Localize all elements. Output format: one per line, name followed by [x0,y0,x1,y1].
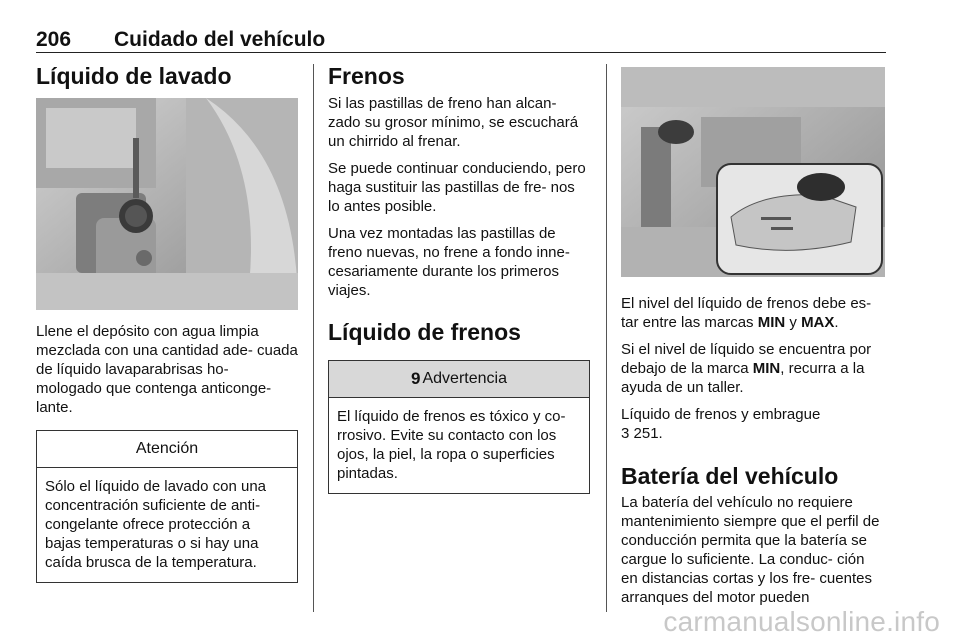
warning-box [328,360,590,494]
section-title-brakes: Frenos [328,63,405,89]
battery-paragraph: La batería del vehículo no requiere mantenimiento siempre que el perfil de conducción permita que la batería se cargue lo suficiente. La conduc- ción en distancias cortas y los fre- cuentes arranques del motor pueden [621,494,880,606]
brake-fluid-reference: Líquido de frenos y embrague 3 251. [621,406,821,442]
washer-reservoir-photo [36,98,298,310]
brakes-paragraph-3: Una vez montadas las pastillas de freno nuevas, no frene a fondo inne- cesariamente durante los primeros viajes. [328,225,570,299]
running-title: Cuidado del vehículo [114,28,326,51]
page-reference-link[interactable]: 251. [629,425,663,442]
attention-box [36,430,298,583]
min-mark-2: MIN [752,360,781,377]
warning-heading: Advertencia [422,370,507,387]
brake-fluid-reservoir-photo [621,67,885,277]
attention-text: Sólo el líquido de lavado con una concentración suficiente de anti- congelante ofrece protección a bajas temperaturas o si hay una caída brusca de la temperatura. [45,478,267,571]
attention-heading: Atención [37,431,297,468]
warning-triangle-icon: 9 [411,369,421,388]
min-mark: MIN [757,314,786,331]
watermark: carmanualsonline.info [663,606,940,637]
max-mark: MAX [801,314,835,331]
brake-fluid-level-text: El nivel del líquido de frenos debe es- tar entre las marcas MIN y MAX. [621,295,872,331]
section-title-brake-fluid: Líquido de frenos [328,319,521,345]
column-divider-2 [606,64,607,612]
brakes-paragraph-1: Si las pastillas de freno han alcan- zado su grosor mínimo, se escuchará un chirrido al frenar. [328,95,579,150]
page-reference-arrow-icon: 3 [621,425,630,442]
brake-fluid-low-text: Si el nivel de líquido se encuentra por debajo de la marca MIN, recurra a la ayuda de un taller. [621,341,872,396]
section-title-battery: Batería del vehículo [621,463,839,489]
brakes-paragraph-2: Se puede continuar conduciendo, pero haga sustituir las pastillas de fre- nos lo antes posible. [328,160,586,215]
column-brakes [328,62,590,494]
column-brake-fluid-battery [621,62,885,607]
page-header [36,22,886,53]
warning-text: El líquido de frenos es tóxico y co- rrosivo. Evite su contacto con los ojos, la piel, la ropa o superficies pintadas. [337,408,566,482]
washer-fluid-paragraph: Llene el depósito con agua limpia mezclada con una cantidad ade- cuada de líquido lavaparabrisas ho- mologado que contenga anticonge- lante. [36,323,298,416]
section-title-washer-fluid: Líquido de lavado [36,63,232,89]
warning-heading-bar [329,361,589,398]
page-number: 206 [36,28,72,51]
column-washer-fluid [36,62,298,583]
column-divider-1 [313,64,314,612]
